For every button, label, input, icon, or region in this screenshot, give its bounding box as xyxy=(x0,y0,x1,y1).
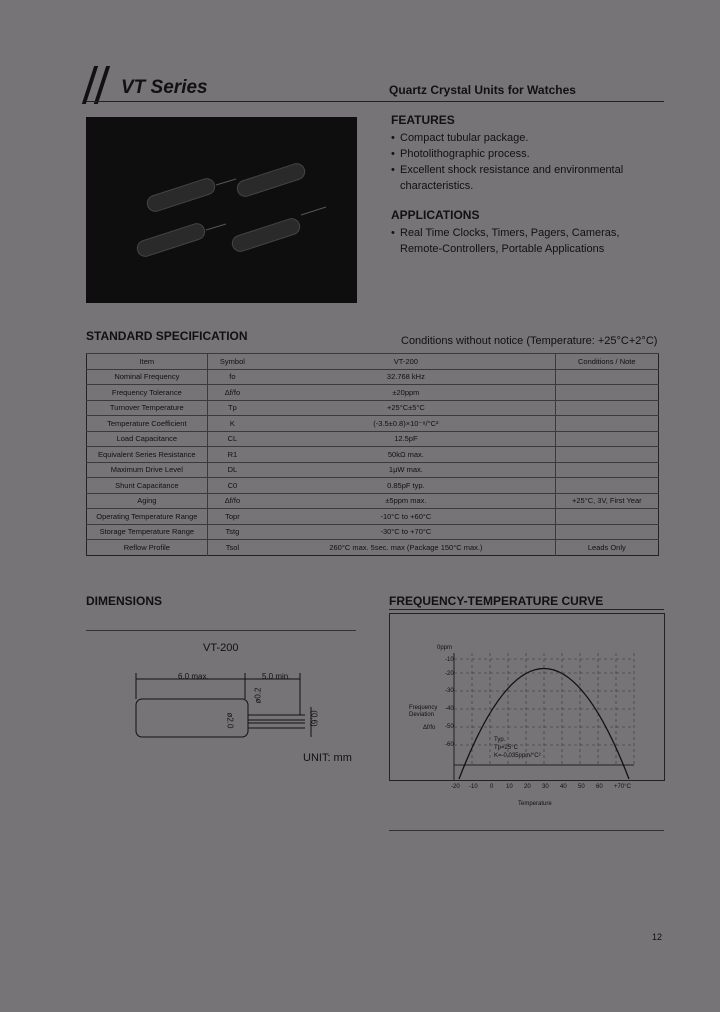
cell-item: Shunt Capacitance xyxy=(87,478,208,494)
feature-item: • Excellent shock resistance and environmental characteristics. xyxy=(391,162,663,194)
cell-item: Load Capacitance xyxy=(87,431,208,447)
table-row xyxy=(87,385,659,401)
series-title: VT Series xyxy=(121,77,208,98)
table-row xyxy=(87,447,659,463)
header-rule xyxy=(86,101,664,102)
dimensions-rule xyxy=(86,630,356,631)
feature-item: • Photolithographic process. xyxy=(391,146,663,162)
cell-value: 0.85pF typ. xyxy=(257,478,555,494)
cell-symbol: Δf/fo xyxy=(207,493,257,509)
x-tick-label: +70°C xyxy=(614,784,631,790)
page-subtitle: Quartz Crystal Units for Watches xyxy=(389,83,576,97)
cell-value: 260°C max. 5sec. max (Package 150°C max.) xyxy=(257,540,555,556)
cell-value: 32.768 kHz xyxy=(257,369,555,385)
cell-item: Frequency Tolerance xyxy=(87,385,208,401)
x-tick-label: 0 xyxy=(490,784,494,790)
cell-symbol: Tp xyxy=(207,400,257,416)
col-symbol: Symbol xyxy=(207,354,257,370)
dim-unit: UNIT: mm xyxy=(303,752,352,764)
cell-item: Turnover Temperature xyxy=(87,400,208,416)
x-tick-label: 10 xyxy=(506,784,513,790)
cell-value: (-3.5±0.8)×10⁻⁸/°C² xyxy=(257,416,555,432)
y-tick-label: -60 xyxy=(445,742,454,748)
x-tick-label: -10 xyxy=(469,784,478,790)
table-row xyxy=(87,416,659,432)
grid xyxy=(454,653,634,765)
cell-note xyxy=(555,509,658,525)
cell-note: Leads Only xyxy=(555,540,658,556)
page-number: 12 xyxy=(652,932,663,942)
cell-note xyxy=(555,524,658,540)
feature-item: • Compact tubular package. xyxy=(391,130,663,146)
table-row xyxy=(87,524,659,540)
cell-note xyxy=(555,416,658,432)
applications-list xyxy=(391,225,663,257)
cell-symbol: Δf/fo xyxy=(207,385,257,401)
x-tick-label: 20 xyxy=(524,784,531,790)
table-row xyxy=(87,540,659,556)
application-item: • Real Time Clocks, Timers, Pagers, Cameras, Remote-Controllers, Portable Applications xyxy=(391,225,663,257)
cell-item: Equivalent Series Resistance xyxy=(87,447,208,463)
cell-symbol: C0 xyxy=(207,478,257,494)
dim-lead-label: 5.0 min. xyxy=(262,672,291,681)
dimensions-heading: DIMENSIONS xyxy=(86,594,163,608)
dim-body-diameter: ø2.0 xyxy=(225,712,235,729)
cell-symbol: Topr xyxy=(207,509,257,525)
cell-note: +25°C, 3V, First Year xyxy=(555,493,658,509)
cell-note xyxy=(555,385,658,401)
y-tick-label: 0ppm xyxy=(437,645,453,651)
cell-note xyxy=(555,431,658,447)
cell-symbol: Tsol xyxy=(207,540,257,556)
cell-item: Aging xyxy=(87,493,208,509)
y-axis-label: Frequency Deviation xyxy=(409,705,438,718)
y-tick-label: -30 xyxy=(445,688,454,694)
dimension-model: VT-200 xyxy=(203,642,239,654)
cell-value: 12.5pF xyxy=(257,431,555,447)
dim-lead-diameter: ø0.2 xyxy=(253,687,263,704)
table-row xyxy=(87,509,659,525)
cell-symbol: DL xyxy=(207,462,257,478)
cell-symbol: K xyxy=(207,416,257,432)
cell-value: 50kΩ max. xyxy=(257,447,555,463)
cell-item: Storage Temperature Range xyxy=(87,524,208,540)
cell-value: ±20ppm xyxy=(257,385,555,401)
curve-note-k: K=-0.035ppm/°C² xyxy=(494,753,541,759)
cell-value: -10°C to +60°C xyxy=(257,509,555,525)
cell-item: Reflow Profile xyxy=(87,540,208,556)
curve-bottom-rule xyxy=(389,830,664,831)
cell-value: 1μW max. xyxy=(257,462,555,478)
cell-note xyxy=(555,447,658,463)
y-tick-label: -20 xyxy=(445,671,454,677)
cell-item: Maximum Drive Level xyxy=(87,462,208,478)
y-axis-label-2: Δf/fo xyxy=(423,725,436,731)
table-row xyxy=(87,431,659,447)
cell-symbol: R1 xyxy=(207,447,257,463)
x-tick-label: 40 xyxy=(560,784,567,790)
cell-item: Nominal Frequency xyxy=(87,369,208,385)
y-tick-label: -10 xyxy=(445,657,454,663)
y-tick-label: -50 xyxy=(445,724,454,730)
dim-pitch: (0.6) xyxy=(309,710,319,727)
cell-symbol: fo xyxy=(207,369,257,385)
x-tick-label: 60 xyxy=(596,784,603,790)
features-heading: FEATURES xyxy=(391,113,455,127)
x-tick-label: 50 xyxy=(578,784,585,790)
cell-symbol: Tstg xyxy=(207,524,257,540)
cell-value: +25°C±5°C xyxy=(257,400,555,416)
features-list xyxy=(391,130,663,194)
cell-symbol: CL xyxy=(207,431,257,447)
col-item: Item xyxy=(87,354,208,370)
x-tick-label: 30 xyxy=(542,784,549,790)
x-tick-label: -20 xyxy=(451,784,460,790)
spec-header-row xyxy=(87,354,659,370)
cell-item: Temperature Coefficient xyxy=(87,416,208,432)
curve-rule xyxy=(389,609,664,610)
cell-note xyxy=(555,462,658,478)
y-tick-label: -40 xyxy=(445,706,454,712)
product-photo xyxy=(86,117,357,303)
cell-note xyxy=(555,400,658,416)
curve-note-typ: Typ. xyxy=(494,737,506,743)
x-axis-label: Temperature xyxy=(518,801,552,807)
cell-value: -30°C to +70°C xyxy=(257,524,555,540)
cell-note xyxy=(555,369,658,385)
table-row xyxy=(87,493,659,509)
cell-item: Operating Temperature Range xyxy=(87,509,208,525)
spec-table xyxy=(86,353,659,556)
table-row xyxy=(87,462,659,478)
table-row xyxy=(87,478,659,494)
spec-conditions: Conditions without notice (Temperature: +25°C+2°C) xyxy=(401,335,658,347)
applications-heading: APPLICATIONS xyxy=(391,208,480,222)
table-row xyxy=(87,400,659,416)
cell-note xyxy=(555,478,658,494)
dim-length-label: 6.0 max. xyxy=(178,672,209,681)
cell-value: ±5ppm max. xyxy=(257,493,555,509)
spec-heading: STANDARD SPECIFICATION xyxy=(86,329,248,343)
col-note: Conditions / Note xyxy=(555,354,658,370)
curve-note-tp: Tp=25°C xyxy=(494,745,518,751)
curve-heading: FREQUENCY-TEMPERATURE CURVE xyxy=(389,594,604,608)
table-row xyxy=(87,369,659,385)
col-value: VT-200 xyxy=(257,354,555,370)
